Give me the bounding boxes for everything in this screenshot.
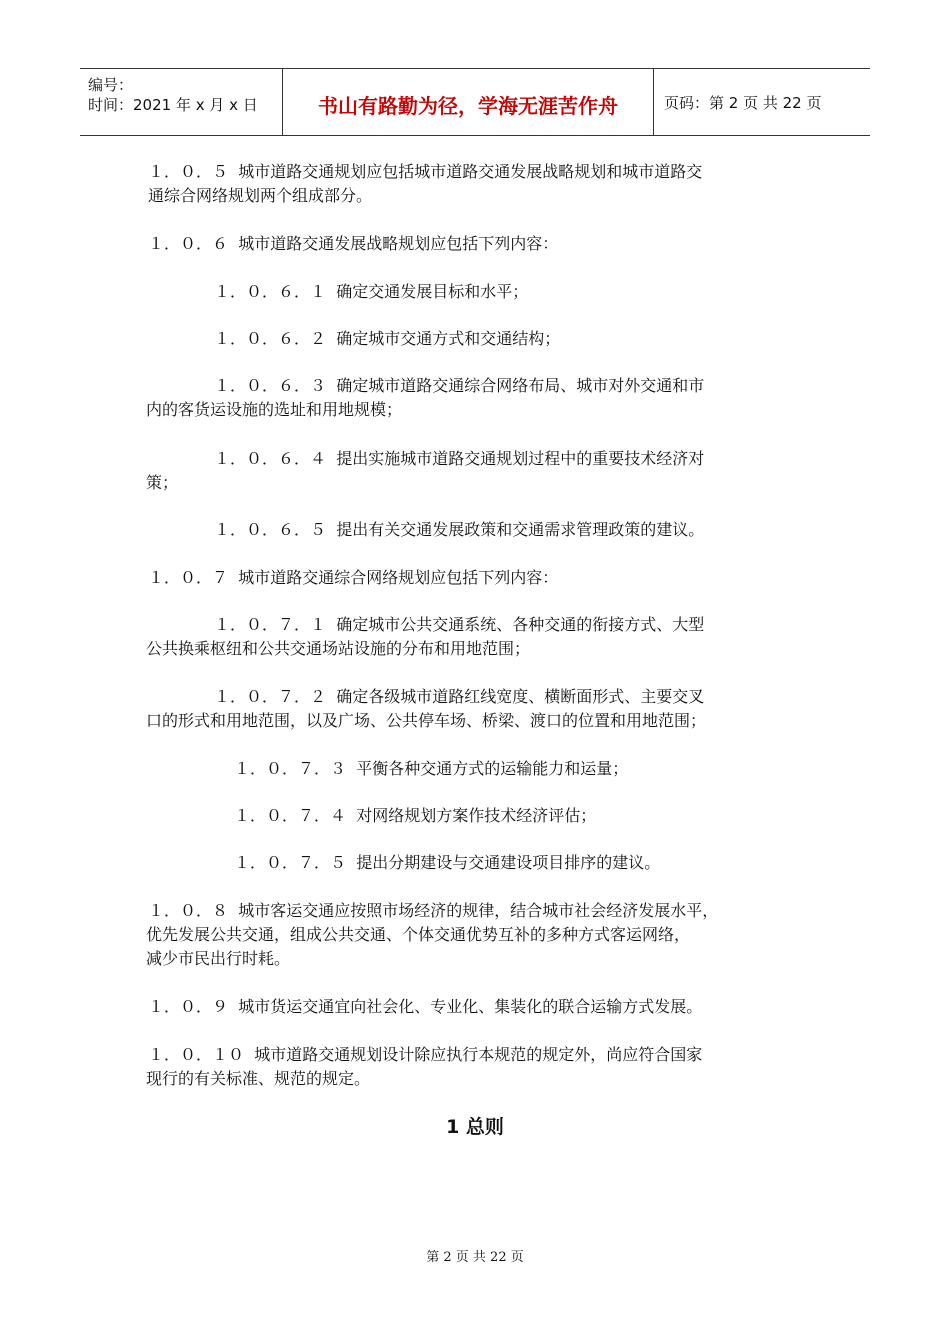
clause-1-0-8: １．０．８ 城市客运交通应按照市场经济的规律，结合城市社会经济发展水平， 优先发展公共交通，组成公共交通、个体交通优势互补的多种方式客运网络， 减少市民出行时耗。 [146,901,719,968]
clause-1-0-7-2: １．０．７．２ 确定各级城市道路红线宽度、横断面形式、主要交叉 口的形式和用地范围，以及广场、公共停车场、桥梁、渡口的位置和用地范围； [146,687,707,730]
clause-1-0-6-1: １．０．６．１ 确定交通发展目标和水平； [214,282,529,301]
clause-1-0-7: １．０．７ 城市道路交通综合网络规划应包括下列内容： [148,568,559,587]
header-motto: 书山有路勤为径，学海无涯苦作舟 [282,69,654,135]
page-footer: 第 2 页 共 22 页 [426,1250,524,1265]
clause-1-0-7-3: １．０．７．３ 平衡各种交通方式的运输能力和运量； [234,759,629,778]
page-header [80,68,870,136]
clause-1-0-7-4: １．０．７．４ 对网络规划方案作技术经济评估； [234,806,597,825]
clause-1-0-7-5: １．０．７．５ 提出分期建设与交通建设项目排序的建议。 [234,853,661,872]
clause-1-0-6-5: １．０．６．５ 提出有关交通发展政策和交通需求管理政策的建议。 [214,520,705,539]
clause-1-0-6-4: １．０．６．４ 提出实施城市道路交通规划过程中的重要技术经济对 策； [146,449,705,492]
clause-1-0-5: １．０．５ 城市道路交通规划应包括城市道路交通发展战略规划和城市道路交 通综合网络规划两个组成部分。 [148,162,703,205]
clause-1-0-7-1: １．０．７．１ 确定城市公共交通系统、各种交通的衔接方式、大型 公共换乘枢纽和公共交通场站设施的分布和用地范围； [146,615,705,658]
clause-1-0-6-3: １．０．６．３ 确定城市道路交通综合网络布局、城市对外交通和市 内的客货运设施的选址和用地规模； [146,376,705,419]
section-title: 1 总则 [446,1116,504,1138]
serial-label: 编号： [88,76,134,94]
time-label: 时间：2021 年 x 月 x 日 [88,96,258,114]
clause-1-0-9: １．０．９ 城市货运交通宜向社会化、专业化、集装化的联合运输方式发展。 [148,997,703,1016]
header-page-info: 页码：第 2 页 共 22 页 [664,93,822,112]
clause-1-0-6: １．０．６ 城市道路交通发展战略规划应包括下列内容： [148,234,559,253]
clause-1-0-10: １．０．１０ 城市道路交通规划设计除应执行本规范的规定外，尚应符合国家 现行的有关标准、规范的规定。 [146,1045,703,1088]
header-meta [80,69,282,135]
clause-1-0-6-2: １．０．６．２ 确定城市交通方式和交通结构； [214,329,561,348]
